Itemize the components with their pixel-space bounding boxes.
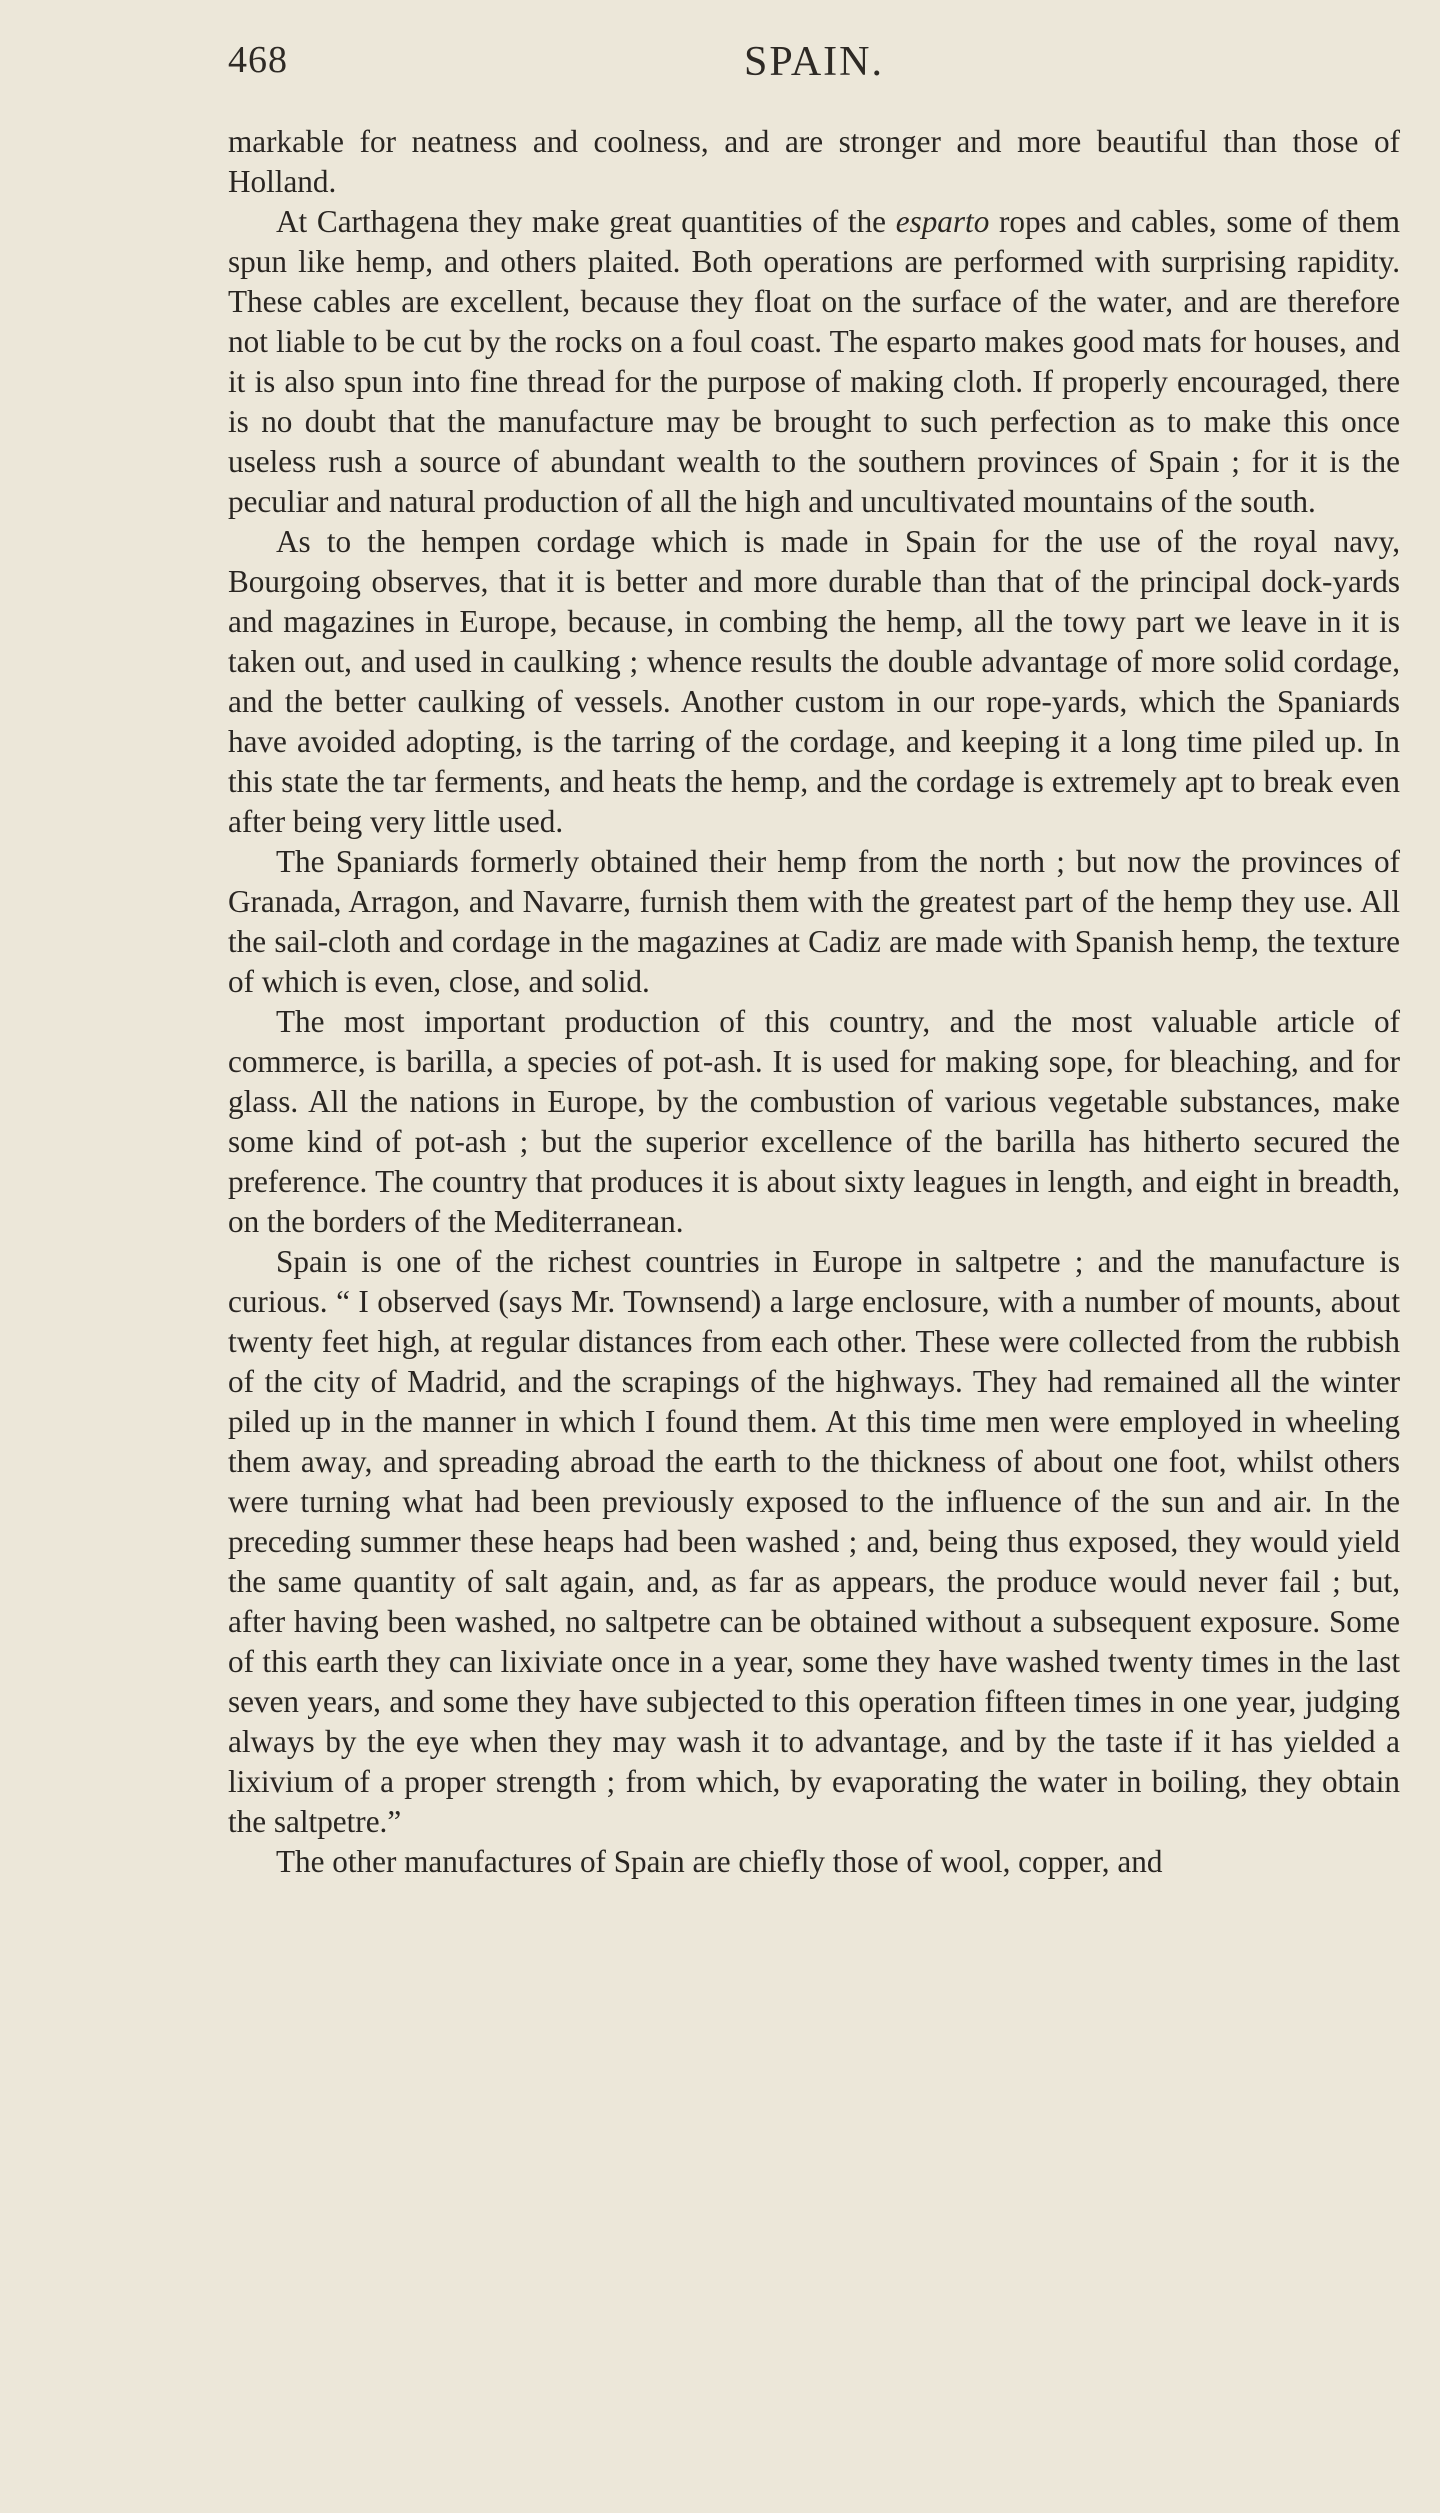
paragraph-esparto <box>228 202 1400 522</box>
paragraph-hempen-cordage <box>228 522 1400 842</box>
paragraph-text: The Spaniards formerly obtained their hemp from the north ; but now the provinces of Granada, Arragon, and Navarre, furnish them with the greatest part of the hemp they use. All the sail-cloth and cordage in the magazines at Cadiz are made with Spanish hemp, the texture of which is even, close, and solid. <box>228 844 1400 999</box>
paragraph-barilla <box>228 1002 1400 1242</box>
running-title: SPAIN. <box>743 39 884 85</box>
paragraph-continued <box>228 122 1400 202</box>
body-text <box>228 122 1400 1882</box>
paragraph-text: The other manufactures of Spain are chiefly those of wool, copper, and <box>276 1844 1163 1879</box>
running-head <box>228 38 1400 88</box>
paragraph-text-start: At Carthagena they make great quantities of the <box>276 204 896 239</box>
paragraph-text: The most important production of this country, and the most valuable article of commerce, is barilla, a species of pot-ash. It is used for making sope, for bleaching, and for glass. All the nations in Europe, by the combustion of various vegetable substances, make some kind of pot-ash ; but the superior excellence of the barilla has hitherto secured the preference. The country that produces it is about sixty leagues in length, and eight in breadth, on the borders of the Mediterranean. <box>228 1004 1400 1239</box>
page-number: 468 <box>228 39 288 81</box>
paragraph-other-manufactures <box>228 1842 1400 1882</box>
paragraph-text: markable for neatness and coolness, and are stronger and more beautiful than those of Holland. <box>228 124 1400 199</box>
italic-term: esparto <box>895 204 990 239</box>
paragraph-text: Spain is one of the richest countries in Europe in saltpetre ; and the manufacture is curious. “ I observed (says Mr. Townsend) a large enclosure, with a number of mounts, about twenty feet high, at regular distances from each other. These were collected from the rubbish of the city of Madrid, and the scrapings of the highways. They had remained all the winter piled up in the manner in which I found them. At this time men were employed in wheeling them away, and spreading abroad the earth to the thickness of about one foot, whilst others were turning what had been previously exposed to the influence of the sun and air. In the preceding summer these heaps had been washed ; and, being thus exposed, they would yield the same quantity of salt again, and, as far as appears, the produce would never fail ; but, after having been washed, no saltpetre can be obtained without a subsequent exposure. Some of this earth they can lixiviate once in a year, some they have washed twenty times in the last seven years, and some they have subjected to this operation fifteen times in one year, judging always by the eye when they may wash it to advantage, and by the taste if it has yielded a lixivium of a proper strength ; from which, by evaporating the water in boiling, they obtain the saltpetre.” <box>228 1244 1400 1839</box>
paragraph-hemp-provinces <box>228 842 1400 1002</box>
paragraph-text: As to the hempen cordage which is made in Spain for the use of the royal navy, Bourgoing observes, that it is better and more durable than that of the principal dock-yards and magazines in Europe, because, in combing the hemp, all the towy part we leave in it is taken out, and used in caulking ; whence results the double advantage of more solid cordage, and the better caulking of vessels. Another custom in our rope-yards, which the Spaniards have avoided adopting, is the tarring of the cordage, and keeping it a long time piled up. In this state the tar ferments, and heats the hemp, and the cordage is extremely apt to break even after being very little used. <box>228 524 1400 839</box>
paragraph-saltpetre <box>228 1242 1400 1842</box>
paragraph-text-end: ropes and cables, some of them spun like hemp, and others plaited. Both operations are performed with surprising rapidity. These cables are excellent, because they float on the surface of the water, and are therefore not liable to be cut by the rocks on a foul coast. The esparto makes good mats for houses, and it is also spun into fine thread for the purpose of making cloth. If properly encouraged, there is no doubt that the manufacture may be brought to such perfection as to make this once useless rush a source of abundant wealth to the southern provinces of Spain ; for it is the peculiar and natural production of all the high and uncultivated mountains of the south. <box>228 204 1400 519</box>
